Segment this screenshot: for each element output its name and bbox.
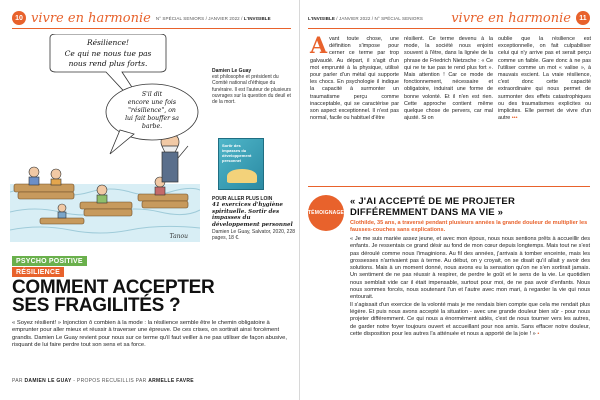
- bubble2-line4: lui fait bouffer sa: [125, 115, 179, 122]
- book-credits: Damien Le Guay, Salvator, 2020, 228 pages, 18 €.: [212, 228, 296, 241]
- testimony-body: [350, 236, 590, 338]
- article-column-3: [498, 36, 591, 122]
- book-cover-title: Sortir des impasses du développement personnel: [222, 143, 252, 163]
- left-header: [12, 10, 271, 26]
- testimony-intro: Clothilde, 35 ans, a traversé pendant plusieurs années la grande douleur de multiplier les fausses-couches sans explications.: [350, 220, 588, 233]
- bubble1-line3: nous rend plus forts.: [68, 59, 148, 68]
- right-page: [300, 0, 600, 400]
- drop-cap: A: [310, 33, 328, 59]
- rubric-title-right: vivre en harmonie: [451, 10, 571, 26]
- testimony-paragraph: Il s'agissait d'un exercice de la volonté mais je me rendais bien compte que cela me rendait plus légère. Et puis nous avons accepté la situation - avec une grande douleur bien sûr - pour nous projeter différemment. Ce qui nous a énormément aidés, c'est de nous tourner vers les autres, de garder notre foyer toujours ouvert et accueillant pour nos amis. Sans effacer notre douleur, cette disposition pour les autres l'a atténuée et nous a apporté de la joie ! » •: [350, 301, 590, 337]
- right-header: [308, 10, 590, 26]
- further-reading-title: POUR ALLER PLUS LOIN: [212, 196, 273, 202]
- book-cover-art: [227, 169, 257, 183]
- article-column-2: résilient. Ce terme devenu à la mode, la société nous enjoint souvent à l'être, dans la lignée de la phrase de Friedrich Nietzsche : « Ce qui ne te tue pas te rend plus fort ». Mais attention ! Car ce mode de fonctionnement, nécessaire et obligatoire, induirait une forme de bonne volonté. Et il n'en est rien. Cette approche contient même quelque chose de pervers, car mal ajusté. Si on: [404, 36, 493, 122]
- temoignage-badge: TÉMOIGNAGE: [308, 195, 344, 231]
- header-rule-left: [12, 28, 291, 29]
- author-name: Damien Le Guay: [212, 68, 252, 74]
- bubble2-line5: barbe.: [141, 123, 163, 130]
- section-divider: [308, 186, 590, 187]
- page-number-left: 10: [12, 11, 26, 25]
- bubble2-line2: encore une fois: [127, 99, 177, 106]
- cartoon-illustration: [10, 34, 200, 242]
- bubble1-line1: Résilience!: [86, 38, 130, 47]
- book-title: 41 exercices d'hygiène spirituelle. Sortir des impasses du développement personnel: [212, 202, 293, 228]
- tag-resilience: RÉSILIENCE: [12, 267, 64, 277]
- testimony-paragraph: « Je me suis mariée assez jeune, et avec mon époux, nous nous sentions prêts à accueillir des enfants. Je ressentais ce grand désir au fond de mon cœur depuis longtemps. Mais tout ne s'est pas déroulé comme nous l'imaginions. Au fil des années, j'arrivais à tomber enceinte, mais les grossesses n'arrivaient pas à terme. Au début, on y croyait, on se disait qu'il allait y avoir des solutions. Mais à un moment donné, nous avons eu la sensation qu'on ne s'en sortirait jamais. Un sentiment de ne pas réussir à respirer, de perdre le goût et le sens de la vie. Le quotidien nous semblait vide car il était impensable, surtout pour moi, de ne pas avoir d'enfants. Nous nous sommes forcés, nous soutenant l'un et l'autre avec mon mari, à regarder la vie qui nous entourait.: [350, 236, 590, 301]
- author-bio: [212, 68, 292, 105]
- article-lead: « Soyez résilient! » Injonction ô combien à la mode : la résilience semble être le chemin obligatoire à emprunter pour aller mieux et réussir à traverser une épreuve. De ces crises, on sortirait ainsi forcément grandis. Damien Le Guay revient pour nous sur ce terme qu'il faut veiller à ne pas utiliser de façon abusive, risquant de lui faire perdre tout son sens et sa force.: [12, 320, 287, 348]
- page-number-right: 11: [576, 11, 590, 25]
- bubble2-line1: S'il dit: [141, 91, 163, 98]
- author-bio-text: est philosophe et président du Comité national d'éthique du funéraire. Il est l'auteur de plusieurs ouvrages sur la question du deuil et de la mort.: [212, 74, 292, 106]
- headline-line2: SES FRAGILITÉS ?: [12, 295, 181, 316]
- rubric-title-left: vivre en harmonie: [31, 10, 151, 26]
- article-end-mark: •••: [510, 115, 518, 122]
- tag-psycho-positive: PSYCHO POSITIVE: [12, 256, 87, 266]
- bubble1-line2: Ce qui ne nous tue pas: [64, 49, 152, 58]
- book-cover: [218, 138, 264, 190]
- testimony-title: « J'AI ACCEPTÉ DE ME PROJETER DIFFÉREMMENT DANS MA VIE »: [350, 196, 516, 218]
- header-meta-left: N° SPÉCIAL SENIORS / JANVIER 2022 / L'INVISIBLE: [155, 15, 271, 21]
- column-3-text: oublie que la résilience est exceptionnelle, on fait culpabiliser celui qui n'y arrive pas et serait perçu comme un faible. Gare donc à ne pas l'utiliser comme un mot « valise », à mauvais escient. La vraie résilience, c'est donc cette capacité extraordinaire qui nous permet de surmonter des effets catastrophiques ou des traumatismes explicites ou implicites. Elle permet de vivre d'un autre: [498, 36, 591, 122]
- byline: PAR DAMIEN LE GUAY - PROPOS RECUEILLIS PAR ARMELLE FAVRE: [12, 378, 194, 384]
- header-meta-right: L'INVISIBLE / JANVIER 2022 / N° SPÉCIAL SENIORS: [308, 15, 423, 21]
- headline-line1: COMMENT ACCEPTER: [12, 277, 215, 298]
- header-rule-right: [308, 28, 590, 29]
- article-headline: [12, 279, 292, 315]
- cartoonist-signature: Tanou: [169, 233, 188, 240]
- article-column-1: [310, 33, 399, 122]
- column-1-text: vant toute chose, une définition s'impose pour cerner ce terme par trop galvaudé. Au départ, il s'agit d'un mot emprunté à la physique, utilisé pour parler d'un métal qui supporte les chocs. En psychologie il indique la capacité à surmonter un traumatisme perçu comme inacceptable, qui se caractérise par son aspect exceptionnel. Il n'est pas normal, facile ou habituel d'être: [310, 36, 399, 122]
- further-reading: [212, 196, 296, 241]
- bubble2-line3: "résilience", on: [128, 107, 176, 114]
